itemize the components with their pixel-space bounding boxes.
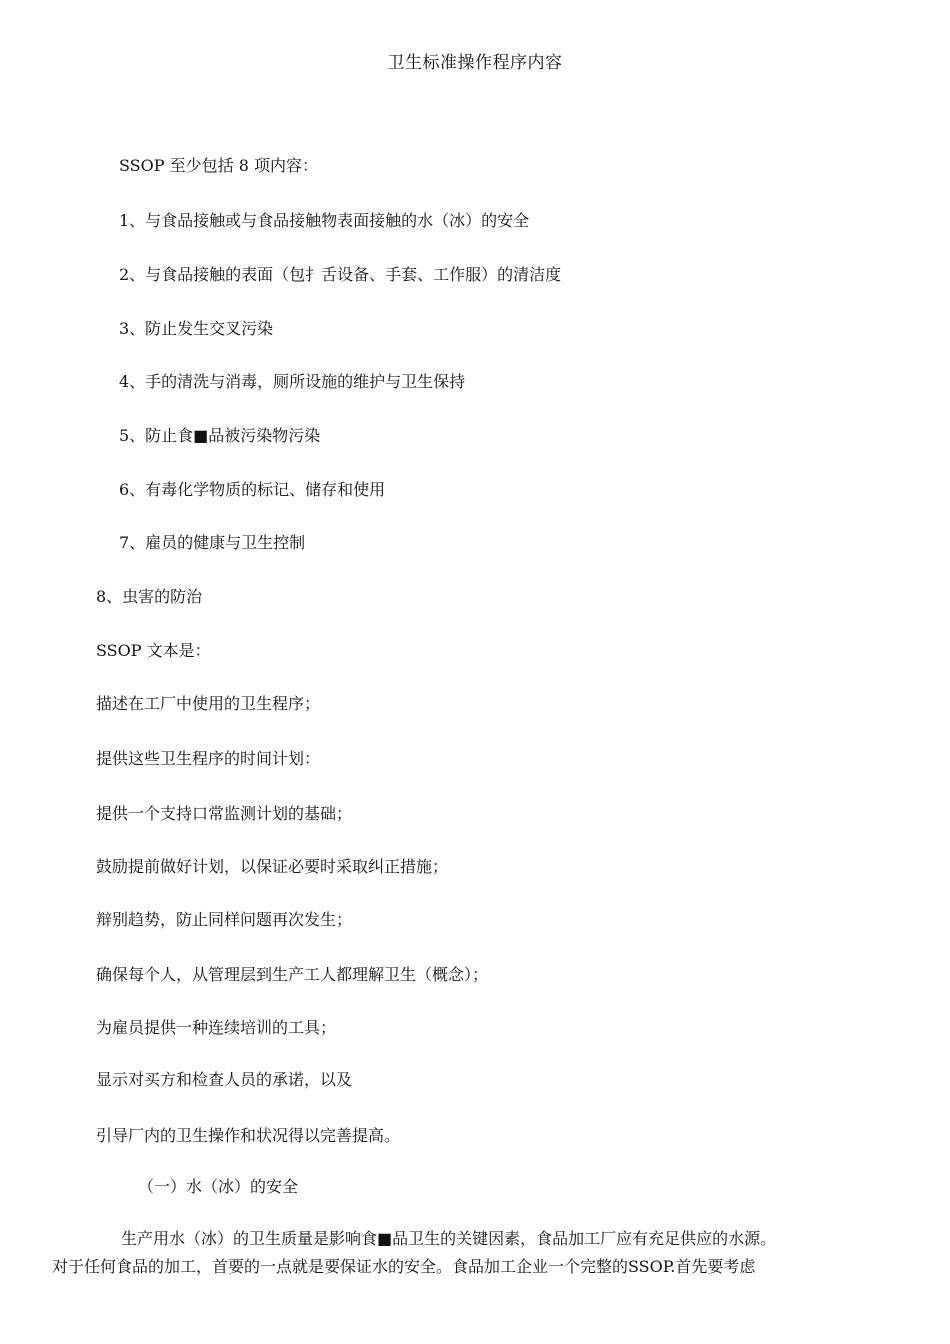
- list-item: 1、与食品接触或与食品接触物表面接触的水（冰）的安全: [119, 211, 530, 230]
- section-heading: （一）水（冰）的安全: [138, 1177, 299, 1196]
- text-point: 提供这些卫生程序的时间计划：: [96, 749, 321, 768]
- list-item: 7、雇员的健康与卫生控制: [119, 533, 306, 552]
- text-point: 显示对买方和检查人员的承诺，以及: [96, 1070, 353, 1089]
- text-point: 描述在工厂中使用的卫生程序；: [96, 694, 321, 713]
- list-item: 2、与食品接触的表面（包扌舌设备、手套、工作服）的清洁度: [119, 265, 562, 284]
- document-title: 卫生标准操作程序内容: [387, 53, 563, 73]
- list-item: 6、有毒化学物质的标记、储存和使用: [119, 480, 386, 499]
- paragraph-line: 生产用水（冰）的卫生质量是影响食■品卫生的关键因素，食品加工厂应有充足供应的水源。: [121, 1229, 777, 1248]
- text-point: 为雇员提供一种连续培训的工具；: [96, 1018, 337, 1037]
- list-item: 5、防止食■品被污染物污染: [119, 426, 321, 445]
- text-heading: SSOP 文本是：: [96, 641, 211, 660]
- text-point: 引导厂内的卫生操作和状况得以完善提高。: [96, 1126, 401, 1145]
- list-item: 4、手的清洗与消毒，厕所设施的维护与卫生保持: [119, 372, 466, 391]
- list-item: 8、虫害的防治: [96, 587, 203, 606]
- intro-line: SSOP 至少包括 8 项内容：: [119, 156, 318, 175]
- text-point: 提供一个支持口常监测计划的基础；: [96, 804, 353, 823]
- text-point: 鼓励提前做好计划，以保证必要时采取纠正措施；: [96, 857, 449, 876]
- list-item: 3、防止发生交叉污染: [119, 319, 274, 338]
- text-point: 确保每个人，从管理层到生产工人都理解卫生（概念）；: [96, 965, 489, 984]
- paragraph-line: 对于任何食品的加工，首要的一点就是要保证水的安全。食品加工企业一个完整的SSOP.首先要考虑: [52, 1257, 756, 1276]
- text-point: 辩别趋势，防止同样问题再次发生；: [96, 910, 353, 929]
